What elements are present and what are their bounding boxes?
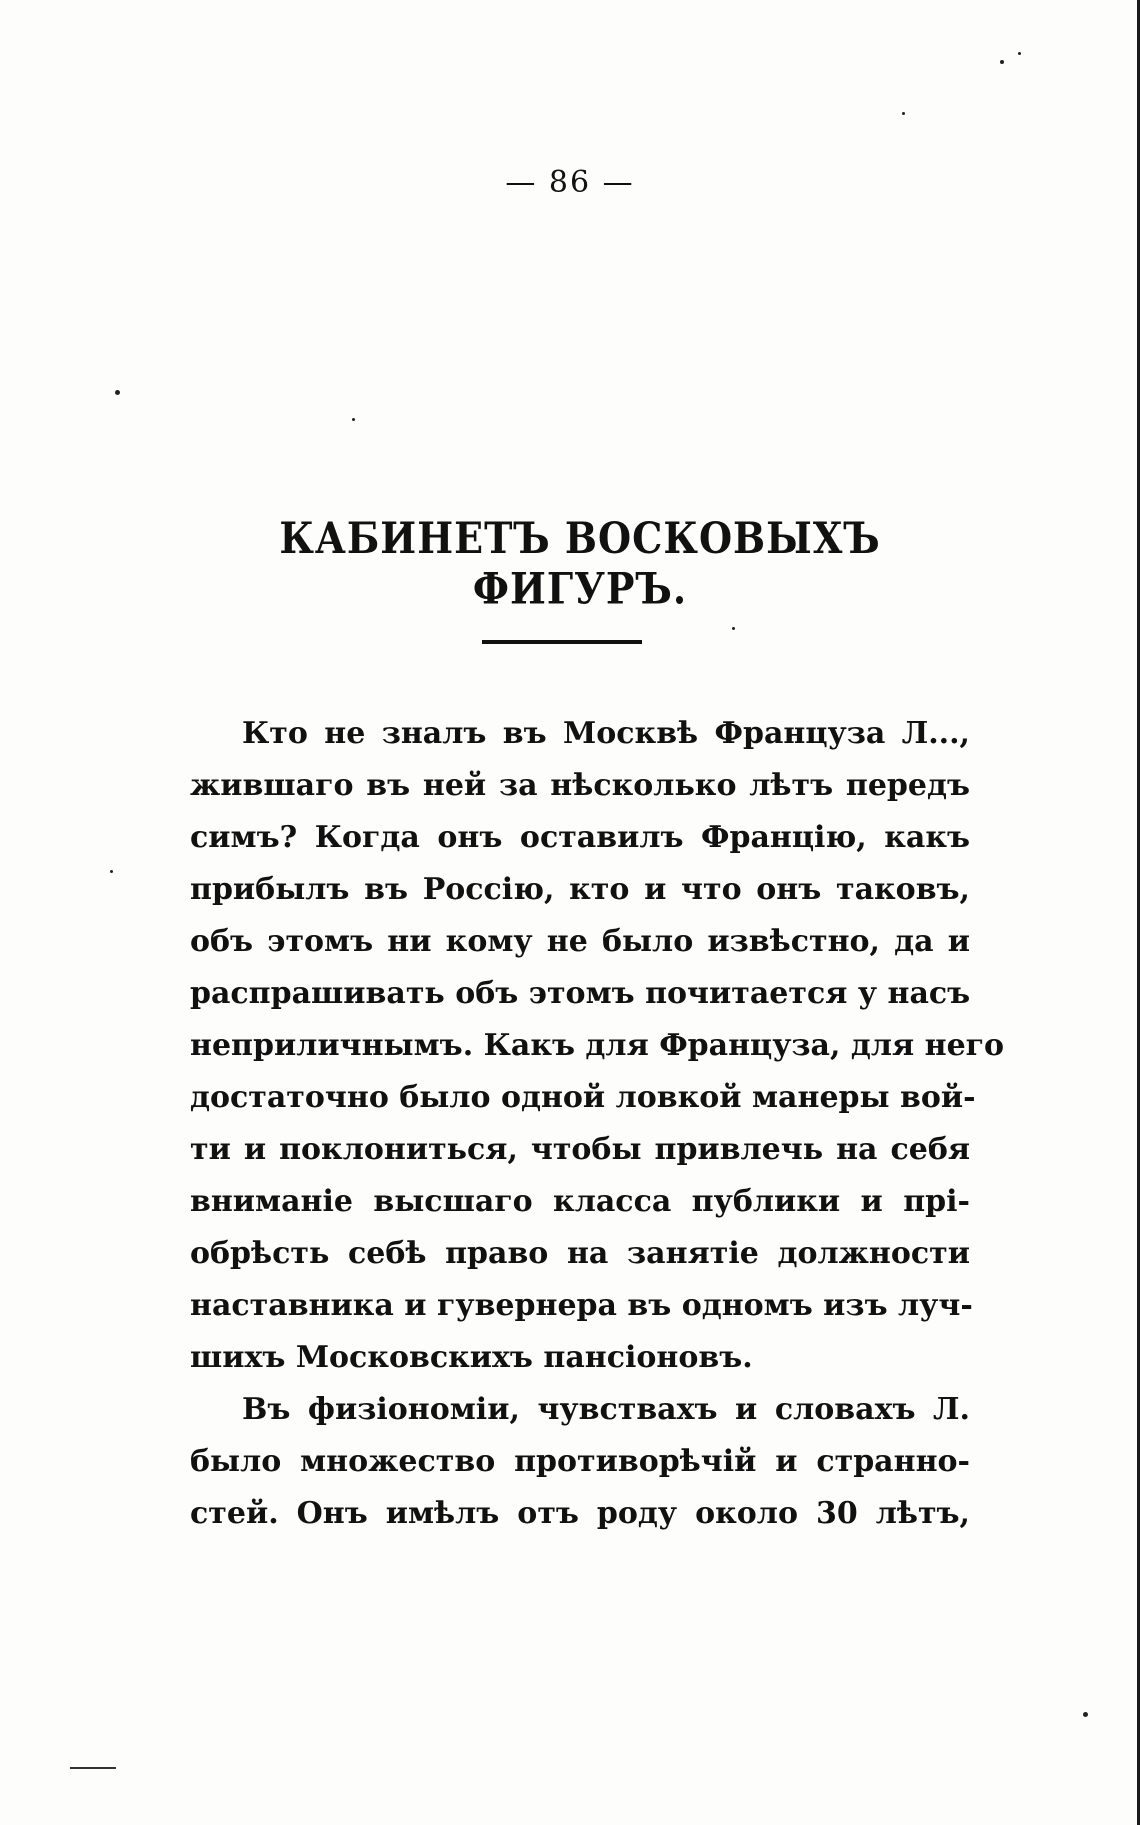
text-line: Въ физіономіи, чувствахъ и словахъ Л.	[242, 1392, 970, 1427]
text-line: симъ? Когда онъ оставилъ Францію, какъ	[190, 820, 970, 855]
paragraph-2	[190, 1384, 970, 1540]
scan-speck	[115, 390, 120, 395]
text-line: наставника и гувернера въ одномъ изъ луч-	[190, 1288, 973, 1323]
scan-speck	[902, 112, 905, 115]
text-line: стей. Онъ имѣлъ отъ роду около 30 лѣтъ,	[190, 1496, 970, 1531]
text-line: распрашивать объ этомъ почитается у насъ	[190, 976, 971, 1011]
text-line: объ этомъ ни кому не было извѣстно, да и	[190, 924, 970, 959]
text-line: жившаго въ ней за нѣсколько лѣтъ передъ	[190, 768, 970, 803]
scan-mark	[70, 1767, 116, 1769]
text-line: прибылъ въ Россію, кто и что онъ таковъ,	[190, 872, 970, 907]
chapter-title: КАБИНЕТЪ ВОСКОВЫХЪ ФИГУРЪ.	[279, 512, 881, 614]
text-line: вниманіе высшаго класса публики и прі-	[190, 1184, 970, 1219]
scan-speck	[1000, 60, 1004, 64]
scan-speck	[352, 418, 355, 421]
text-line: достаточно было одной ловкой манеры вой-	[190, 1080, 976, 1115]
page-number: — 86 —	[505, 165, 635, 200]
paragraph-1	[190, 708, 1005, 1384]
scan-speck	[732, 627, 735, 630]
text-line: обрѣсть себѣ право на занятіе должности	[190, 1236, 970, 1271]
scan-speck	[1083, 1712, 1088, 1717]
text-line: Кто не зналъ въ Москвѣ Француза Л...,	[242, 716, 970, 751]
scan-speck	[1018, 52, 1021, 55]
scan-speck	[110, 870, 113, 873]
text-line: шихъ Московскихъ пансіоновъ.	[190, 1340, 753, 1375]
body-text	[190, 708, 1005, 1540]
text-line: было множество противорѣчій и странно-	[190, 1444, 970, 1479]
title-divider	[482, 640, 642, 644]
text-line: ти и поклониться, чтобы привлечь на себя	[190, 1132, 970, 1167]
text-line: неприличнымъ. Какъ для Француза, для него	[190, 1028, 1005, 1063]
